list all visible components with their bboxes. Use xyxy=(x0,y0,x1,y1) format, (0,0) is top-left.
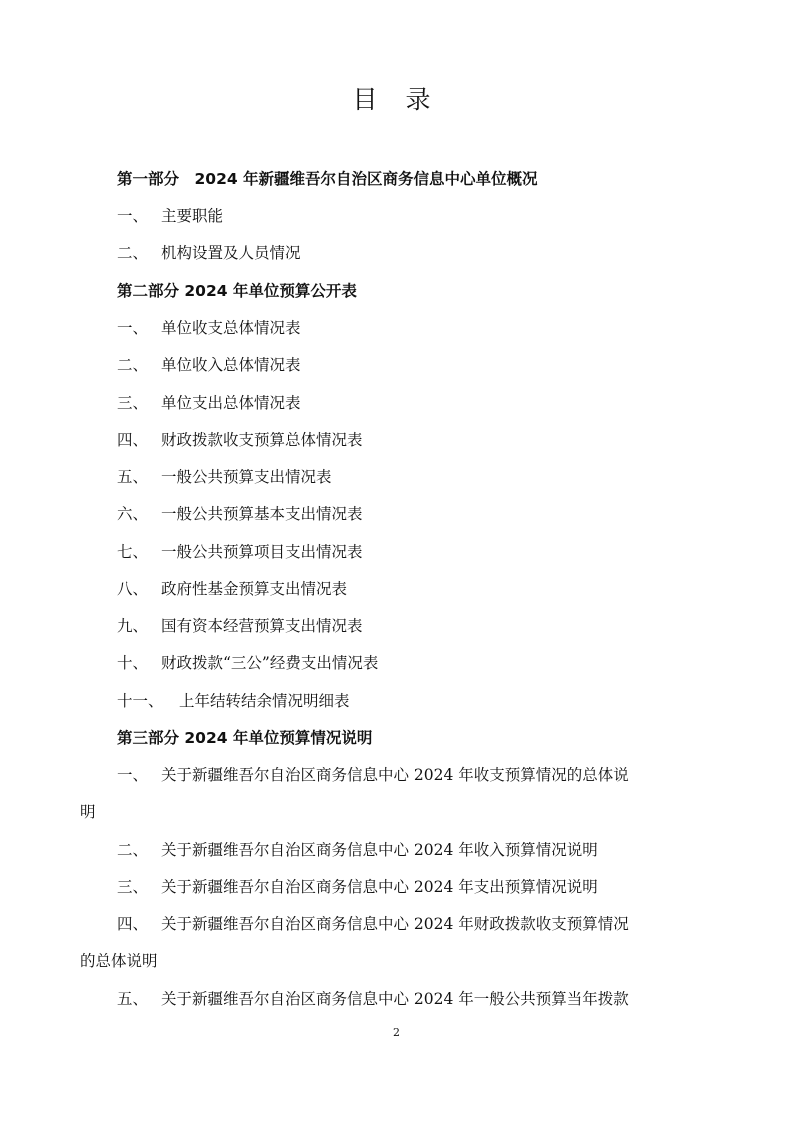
toc-item-number: 二、 xyxy=(117,356,149,374)
toc-item-text: 财政拨款“三公”经费支出情况表 xyxy=(161,654,379,672)
toc-item-text: 一般公共预算基本支出情况表 xyxy=(161,505,363,523)
toc-item-text: 单位收支总体情况表 xyxy=(161,319,301,337)
toc-item-text: 一般公共预算项目支出情况表 xyxy=(161,543,363,561)
toc-item xyxy=(80,839,713,876)
toc-item-number: 六、 xyxy=(117,505,149,523)
toc-item xyxy=(117,429,713,451)
page-title: 目 录 xyxy=(352,85,441,114)
part2-heading: 第二部分 2024 年单位预算公开表 xyxy=(117,282,357,300)
toc-item-number: 一、 xyxy=(117,319,149,337)
toc-item-text-continued: 的总体说明 xyxy=(80,952,158,970)
part1-heading: 第一部分 2024 年新疆维吾尔自治区商务信息中心单位概况 xyxy=(117,170,538,188)
page-number: 2 xyxy=(393,1026,400,1039)
toc-item-text: 政府性基金预算支出情况表 xyxy=(161,580,348,598)
toc-item-text: 关于新疆维吾尔自治区商务信息中心 2024 年收支预算情况的总体说 xyxy=(161,766,629,784)
toc-item xyxy=(80,988,713,1025)
toc-item xyxy=(80,913,713,987)
toc-item-number: 五、 xyxy=(117,990,149,1008)
toc-item xyxy=(117,354,713,376)
toc-item-text: 主要职能 xyxy=(161,207,224,225)
toc-item-text: 单位收入总体情况表 xyxy=(161,356,301,374)
toc-item xyxy=(117,690,713,712)
toc-item xyxy=(80,876,713,913)
toc-item xyxy=(117,503,713,525)
toc-item-text: 关于新疆维吾尔自治区商务信息中心 2024 年收入预算情况说明 xyxy=(161,841,598,859)
toc-item-number: 九、 xyxy=(117,617,149,635)
toc-item-number: 五、 xyxy=(117,468,149,486)
toc-item-number: 三、 xyxy=(117,394,149,412)
toc-item xyxy=(117,317,713,339)
toc-item xyxy=(117,578,713,600)
toc-item-number: 一、 xyxy=(117,207,149,225)
toc-item xyxy=(117,205,713,227)
toc-item-text: 财政拨款收支预算总体情况表 xyxy=(161,431,363,449)
toc-item xyxy=(80,764,713,838)
toc-item xyxy=(117,242,713,264)
toc-item xyxy=(117,541,713,563)
toc-item-text: 上年结转结余情况明细表 xyxy=(179,692,350,710)
toc-item-text-continued: 明 xyxy=(80,803,96,821)
toc-item-text: 机构设置及人员情况 xyxy=(161,244,301,262)
toc-item-number: 十、 xyxy=(117,654,149,672)
toc-item xyxy=(117,466,713,488)
toc-item-text: 关于新疆维吾尔自治区商务信息中心 2024 年财政拨款收支预算情况 xyxy=(161,915,629,933)
toc-item-number: 八、 xyxy=(117,580,149,598)
toc-item-number: 二、 xyxy=(117,244,149,262)
toc-item-text: 一般公共预算支出情况表 xyxy=(161,468,332,486)
toc-item-text: 关于新疆维吾尔自治区商务信息中心 2024 年支出预算情况说明 xyxy=(161,878,598,896)
toc-item xyxy=(117,615,713,637)
toc-item-number: 三、 xyxy=(117,878,149,896)
toc-item-number: 二、 xyxy=(117,841,149,859)
toc-item xyxy=(117,652,713,674)
toc-item-number: 十一、 xyxy=(117,692,164,710)
toc-item-text: 关于新疆维吾尔自治区商务信息中心 2024 年一般公共预算当年拨款 xyxy=(161,990,629,1008)
toc-item xyxy=(117,392,713,414)
toc-item-number: 七、 xyxy=(117,543,149,561)
toc-item-number: 一、 xyxy=(117,766,149,784)
toc-item-number: 四、 xyxy=(117,431,149,449)
toc-item-number: 四、 xyxy=(117,915,149,933)
toc-item-text: 单位支出总体情况表 xyxy=(161,394,301,412)
toc-item-text: 国有资本经营预算支出情况表 xyxy=(161,617,363,635)
part3-heading: 第三部分 2024 年单位预算情况说明 xyxy=(117,729,373,747)
